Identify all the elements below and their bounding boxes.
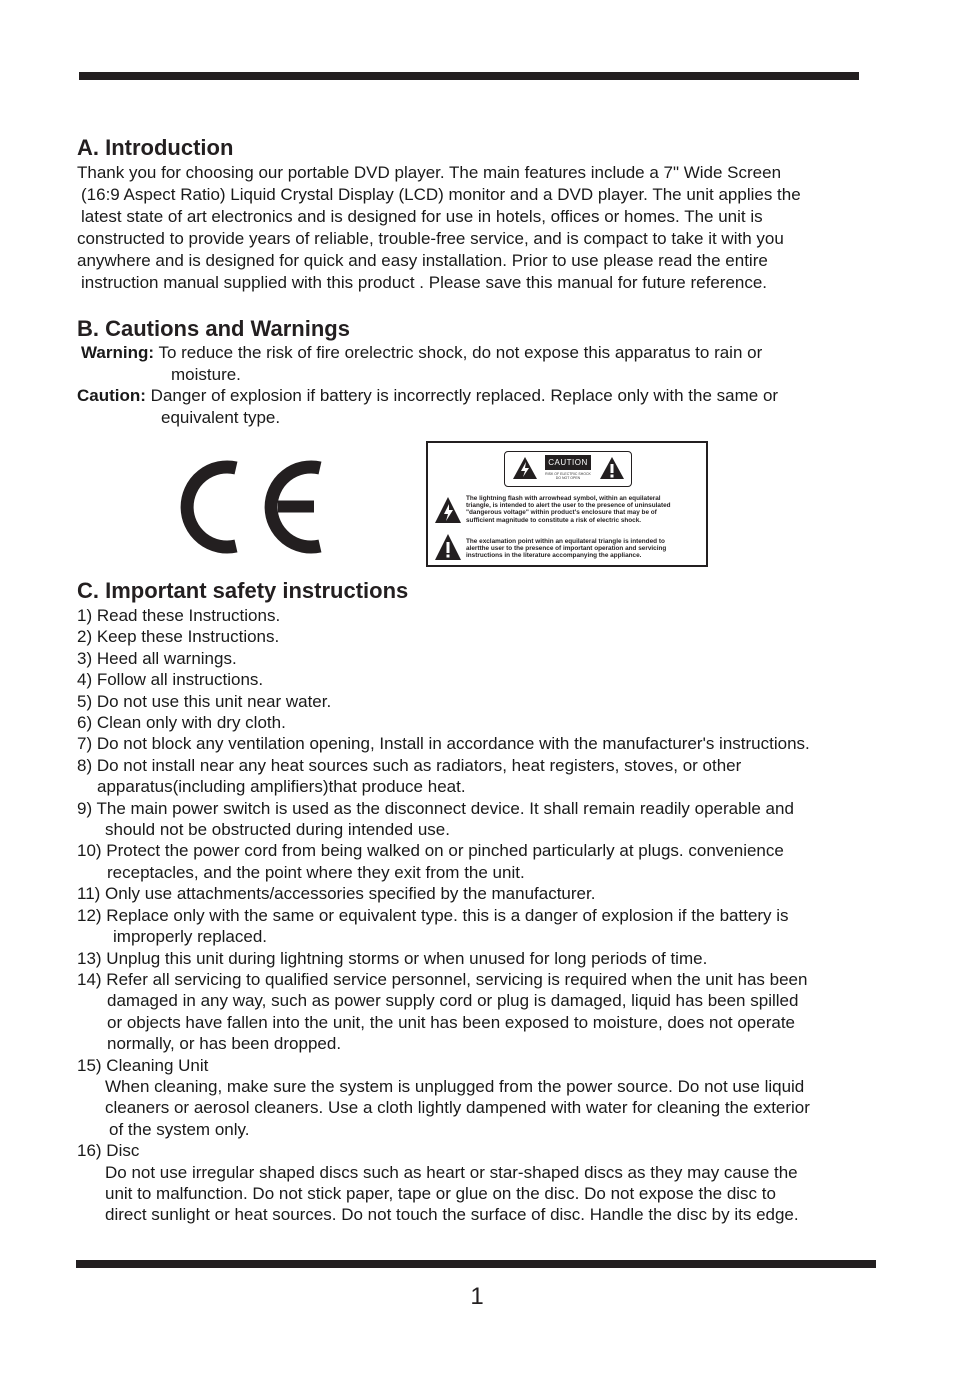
list-item: 4) Follow all instructions. [77, 670, 264, 690]
top-rule [79, 72, 859, 80]
list-item-cont: unit to malfunction. Do not stick paper, tape or glue on the disc. Do not expose the disc to [105, 1183, 776, 1203]
list-item: 5) Do not use this unit near water. [77, 691, 332, 711]
list-item-cont: direct sunlight or heat sources. Do not touch the surface of disc. Handle the disc by its edge. [105, 1205, 799, 1225]
list-item-cont: damaged in any way, such as power supply cord or plug is damaged, liquid has been spilled [107, 991, 799, 1011]
caution-paragraph [77, 385, 778, 429]
list-item-cont: or objects have fallen into the unit, the unit has been exposed to moisture, does not operate [107, 1012, 796, 1032]
warning-text: To reduce the risk of fire orelectric shock, do not expose this apparatus to rain or [154, 343, 763, 362]
text-line: (16:9 Aspect Ratio) Liquid Crystal Display (LCD) monitor and a DVD player. The unit applies the [81, 185, 801, 204]
lightning-triangle-icon [434, 496, 462, 524]
text-line: Thank you for choosing our portable DVD player. The main features include a 7" Wide Screen [77, 163, 782, 182]
list-item: 16) Disc [77, 1141, 140, 1161]
warning-paragraph [77, 342, 762, 386]
list-item: 8) Do not install near any heat sources such as radiators, heat registers, stoves, or other [77, 755, 742, 775]
text-line: instruction manual supplied with this product . Please save this manual for future reference. [81, 273, 768, 292]
list-item: 10) Protect the power cord from being walked on or pinched particularly at plugs. convenience [77, 841, 784, 861]
list-item-cont: normally, or has been dropped. [107, 1034, 342, 1054]
list-item: 14) Refer all servicing to qualified service personnel, servicing is required when the unit has been [77, 969, 808, 989]
warning-label: Warning: [81, 343, 155, 362]
list-item-cont: cleaners or aerosol cleaners. Use a cloth lightly dampened with water for cleaning the exterior [105, 1098, 810, 1118]
list-item: 11) Only use attachments/accessories specified by the manufacturer. [77, 884, 596, 904]
exclamation-triangle-icon [434, 533, 462, 561]
caution-label: Caution: [77, 386, 146, 405]
caution-title: CAUTION [545, 455, 591, 470]
caution-text-cont: equivalent type. [161, 408, 281, 427]
text-line: latest state of art electronics and is designed for use in hotels, offices or homes. The unit is [81, 207, 763, 226]
lightning-triangle-icon [512, 456, 538, 480]
text-line: constructed to provide years of reliable, trouble-free service, and is compact to take it with you [77, 229, 784, 248]
list-item: 2) Keep these Instructions. [77, 627, 280, 647]
list-item-cont: should not be obstructed during intended use. [105, 820, 450, 840]
list-item: 13) Unplug this unit during lightning storms or when unused for long periods of time. [77, 948, 708, 968]
electric-shock-caution-label [426, 441, 708, 567]
exclamation-description: The exclamation point within an equilateral triangle is intended to alertthe user to the presence of important operation and servicing instructions in the literature accompanying the appliance. [466, 538, 667, 560]
list-item: 3) Heed all warnings. [77, 648, 237, 668]
caution-header-bar [504, 451, 632, 487]
introduction-paragraph [77, 162, 801, 294]
list-item-cont: improperly replaced. [113, 927, 268, 947]
text-line: anywhere and is designed for quick and easy installation. Prior to use please read the entire [77, 251, 768, 270]
heading-safety-instructions: C. Important safety instructions [77, 578, 409, 603]
list-item: 1) Read these Instructions. [77, 606, 281, 625]
warning-text-cont: moisture. [171, 365, 241, 384]
list-item-cont: of the system only. [109, 1119, 250, 1139]
page-number: 1 [470, 1283, 484, 1310]
ce-mark-logo [180, 456, 325, 558]
caution-text: Danger of explosion if battery is incorrectly replaced. Replace only with the same or [145, 386, 779, 405]
list-item-cont: receptacles, and the point where they exit from the unit. [107, 862, 525, 882]
list-item: 15) Cleaning Unit [77, 1055, 209, 1075]
bottom-rule [76, 1260, 876, 1268]
lightning-description: The lightning flash with arrowhead symbol, within an equilateral triangle, is intended to alert the user to the presence of uninsulated "dangerous voltage" within product's enclosure that may be of sufficient magnitude to constitute a risk of electric shock. [466, 495, 671, 524]
list-item-cont: apparatus(including amplifiers)that produce heat. [97, 777, 466, 797]
list-item: 9) The main power switch is used as the disconnect device. It shall remain readily operable and [77, 798, 794, 818]
heading-cautions: B. Cautions and Warnings [77, 316, 350, 341]
caution-subtitle: RISK OF ELECTRIC SHOCK DO NOT OPEN [545, 472, 591, 480]
list-item-cont: Do not use irregular shaped discs such as heart or star-shaped discs as they may cause the [105, 1162, 798, 1182]
exclamation-triangle-icon [599, 456, 625, 480]
list-item: 6) Clean only with dry cloth. [77, 713, 286, 733]
safety-instructions-list [77, 605, 810, 1226]
list-item: 7) Do not block any ventilation opening, Install in accordance with the manufacturer's instructions. [77, 734, 810, 754]
list-item: 12) Replace only with the same or equivalent type. this is a danger of explosion if the battery is [77, 905, 789, 925]
heading-introduction: A. Introduction [77, 135, 234, 160]
list-item-cont: When cleaning, make sure the system is unplugged from the power source. Do not use liquid [105, 1076, 805, 1096]
